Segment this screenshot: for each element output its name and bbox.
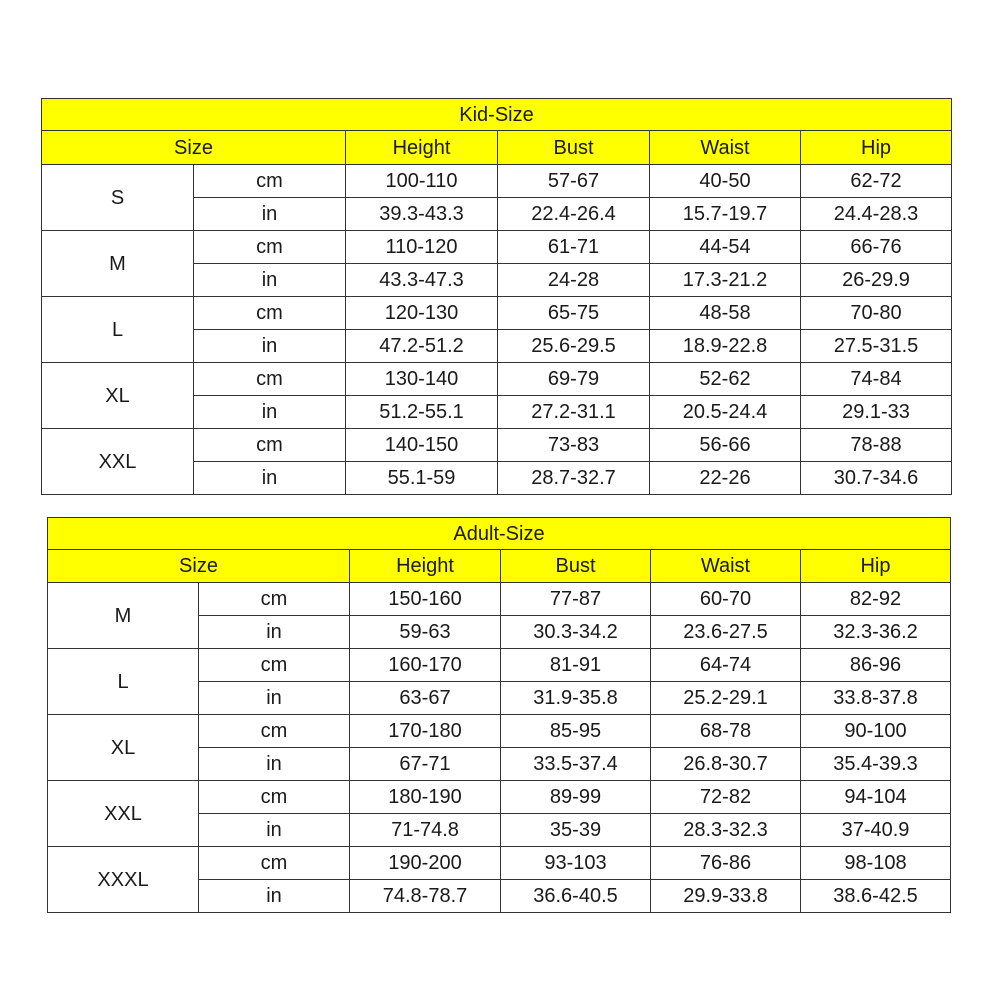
kid-header-height: Height [346,131,498,165]
hip-value: 38.6-42.5 [801,880,951,913]
kid-header-bust: Bust [498,131,650,165]
bust-value: 69-79 [498,363,650,396]
kid-header-size: Size [42,131,346,165]
waist-value: 64-74 [651,649,801,682]
size-label: L [48,649,199,715]
unit-label: cm [194,165,346,198]
unit-label: in [194,198,346,231]
waist-value: 72-82 [651,781,801,814]
bust-value: 27.2-31.1 [498,396,650,429]
unit-label: in [199,616,350,649]
unit-label: in [194,330,346,363]
bust-value: 30.3-34.2 [501,616,651,649]
waist-value: 15.7-19.7 [650,198,801,231]
height-value: 110-120 [346,231,498,264]
adult-table-title: Adult-Size [48,518,951,550]
hip-value: 78-88 [801,429,952,462]
bust-value: 61-71 [498,231,650,264]
bust-value: 22.4-26.4 [498,198,650,231]
unit-label: in [194,264,346,297]
height-value: 51.2-55.1 [346,396,498,429]
size-label: L [42,297,194,363]
hip-value: 27.5-31.5 [801,330,952,363]
waist-value: 20.5-24.4 [650,396,801,429]
bust-value: 57-67 [498,165,650,198]
hip-value: 24.4-28.3 [801,198,952,231]
table-row [42,363,952,396]
height-value: 63-67 [350,682,501,715]
waist-value: 25.2-29.1 [651,682,801,715]
height-value: 55.1-59 [346,462,498,495]
size-label: M [48,583,199,649]
bust-value: 35-39 [501,814,651,847]
table-row [48,847,951,880]
bust-value: 93-103 [501,847,651,880]
height-value: 170-180 [350,715,501,748]
table-row [48,583,951,616]
unit-label: cm [199,649,350,682]
hip-value: 33.8-37.8 [801,682,951,715]
hip-value: 82-92 [801,583,951,616]
height-value: 43.3-47.3 [346,264,498,297]
unit-label: cm [194,429,346,462]
table-row [42,429,952,462]
bust-value: 73-83 [498,429,650,462]
adult-header-bust: Bust [501,550,651,583]
height-value: 120-130 [346,297,498,330]
hip-value: 74-84 [801,363,952,396]
waist-value: 26.8-30.7 [651,748,801,781]
table-row [48,649,951,682]
waist-value: 48-58 [650,297,801,330]
bust-value: 65-75 [498,297,650,330]
adult-header-size: Size [48,550,350,583]
bust-value: 77-87 [501,583,651,616]
waist-value: 52-62 [650,363,801,396]
waist-value: 60-70 [651,583,801,616]
unit-label: in [194,462,346,495]
height-value: 130-140 [346,363,498,396]
bust-value: 81-91 [501,649,651,682]
bust-value: 24-28 [498,264,650,297]
waist-value: 44-54 [650,231,801,264]
waist-value: 40-50 [650,165,801,198]
unit-label: in [199,748,350,781]
unit-label: cm [194,363,346,396]
hip-value: 35.4-39.3 [801,748,951,781]
waist-value: 23.6-27.5 [651,616,801,649]
hip-value: 86-96 [801,649,951,682]
unit-label: in [194,396,346,429]
size-label: XXL [48,781,199,847]
waist-value: 22-26 [650,462,801,495]
kid-header-waist: Waist [650,131,801,165]
height-value: 190-200 [350,847,501,880]
bust-value: 89-99 [501,781,651,814]
unit-label: in [199,880,350,913]
height-value: 59-63 [350,616,501,649]
size-label: M [42,231,194,297]
waist-value: 17.3-21.2 [650,264,801,297]
height-value: 150-160 [350,583,501,616]
hip-value: 29.1-33 [801,396,952,429]
hip-value: 66-76 [801,231,952,264]
hip-value: 32.3-36.2 [801,616,951,649]
waist-value: 76-86 [651,847,801,880]
height-value: 67-71 [350,748,501,781]
table-row [42,165,952,198]
height-value: 74.8-78.7 [350,880,501,913]
height-value: 39.3-43.3 [346,198,498,231]
waist-value: 68-78 [651,715,801,748]
size-label: XL [48,715,199,781]
unit-label: cm [199,715,350,748]
kid-header-hip: Hip [801,131,952,165]
bust-value: 36.6-40.5 [501,880,651,913]
height-value: 47.2-51.2 [346,330,498,363]
table-row [48,781,951,814]
adult-header-waist: Waist [651,550,801,583]
waist-value: 56-66 [650,429,801,462]
unit-label: cm [194,231,346,264]
hip-value: 70-80 [801,297,952,330]
adult-size-table [47,517,951,913]
table-row [42,231,952,264]
unit-label: in [199,814,350,847]
unit-label: cm [199,847,350,880]
size-label: XL [42,363,194,429]
waist-value: 18.9-22.8 [650,330,801,363]
adult-header-height: Height [350,550,501,583]
height-value: 100-110 [346,165,498,198]
height-value: 160-170 [350,649,501,682]
size-label: XXXL [48,847,199,913]
waist-value: 28.3-32.3 [651,814,801,847]
hip-value: 94-104 [801,781,951,814]
hip-value: 26-29.9 [801,264,952,297]
table-row [42,297,952,330]
unit-label: cm [199,583,350,616]
hip-value: 62-72 [801,165,952,198]
hip-value: 90-100 [801,715,951,748]
bust-value: 25.6-29.5 [498,330,650,363]
size-label: S [42,165,194,231]
height-value: 180-190 [350,781,501,814]
hip-value: 98-108 [801,847,951,880]
bust-value: 31.9-35.8 [501,682,651,715]
height-value: 140-150 [346,429,498,462]
unit-label: cm [199,781,350,814]
hip-value: 30.7-34.6 [801,462,952,495]
height-value: 71-74.8 [350,814,501,847]
adult-header-hip: Hip [801,550,951,583]
kid-size-table [41,98,952,495]
waist-value: 29.9-33.8 [651,880,801,913]
hip-value: 37-40.9 [801,814,951,847]
unit-label: cm [194,297,346,330]
kid-table-title: Kid-Size [42,99,952,131]
unit-label: in [199,682,350,715]
bust-value: 28.7-32.7 [498,462,650,495]
bust-value: 85-95 [501,715,651,748]
size-label: XXL [42,429,194,495]
table-row [48,715,951,748]
bust-value: 33.5-37.4 [501,748,651,781]
